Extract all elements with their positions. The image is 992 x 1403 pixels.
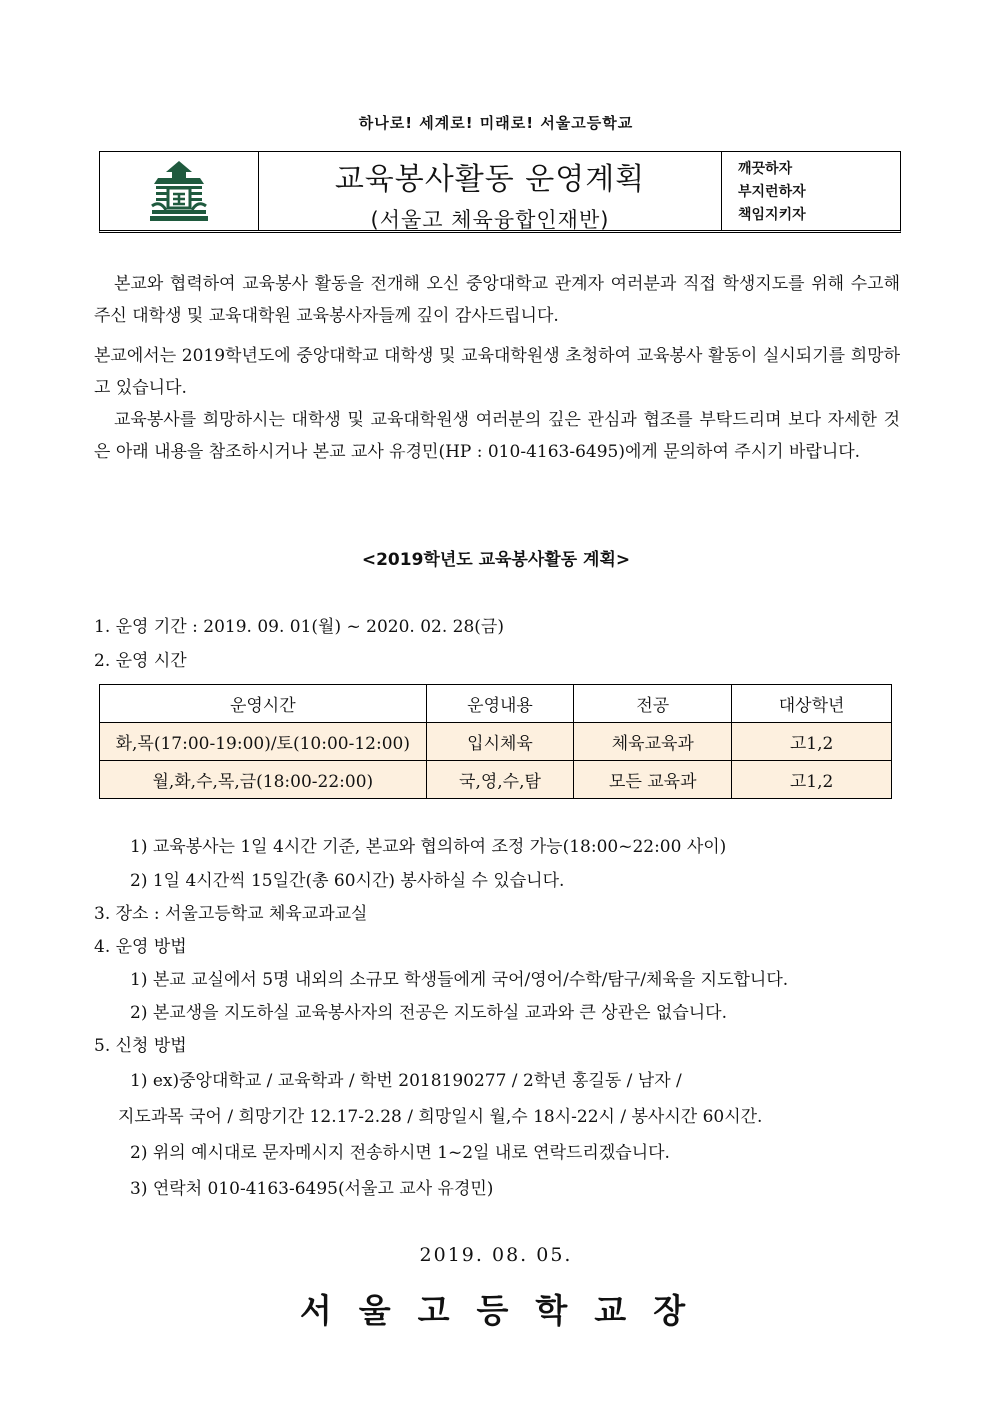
table-header-cell: 전공 bbox=[574, 685, 732, 723]
table-header-cell: 운영시간 bbox=[100, 685, 427, 723]
table-header-cell: 대상학년 bbox=[732, 685, 892, 723]
title-cell bbox=[259, 152, 722, 230]
document-title: 교육봉사활동 운영계획 bbox=[334, 162, 646, 197]
table-row bbox=[100, 723, 892, 761]
document-date: 2019. 08. 05. bbox=[419, 1244, 573, 1266]
item-method-heading: 4. 운영 방법 bbox=[94, 937, 187, 957]
table-cell: 입시체육 bbox=[426, 723, 574, 761]
motto-3: 책임지키자 bbox=[738, 207, 806, 223]
item-time-heading: 2. 운영 시간 bbox=[94, 651, 187, 671]
table-cell: 고1,2 bbox=[732, 761, 892, 799]
table-cell: 국,영,수,탐 bbox=[426, 761, 574, 799]
apply-note-1b: 지도과목 국어 / 희망기간 12.17-2.28 / 희망일시 월,수 18시-22시 / 봉사시간 60시간. bbox=[118, 1107, 763, 1127]
time-note-1: 1) 교육봉사는 1일 4시간 기준, 본교와 협의하여 조정 가능(18:00~22:00 사이) bbox=[130, 837, 727, 857]
table-row bbox=[100, 761, 892, 799]
document-subtitle: (서울고 체육융합인재반) bbox=[370, 208, 610, 232]
table-cell: 체육교육과 bbox=[574, 723, 732, 761]
plan-title: <2019학년도 교육봉사활동 계획> bbox=[361, 550, 631, 570]
item-period: 1. 운영 기간 : 2019. 09. 01(월) ~ 2020. 02. 28(금) bbox=[94, 617, 504, 637]
schedule-table bbox=[99, 684, 892, 799]
document-header bbox=[99, 151, 901, 233]
apply-note-3: 3) 연락처 010-4163-6495(서울고 교사 유경민) bbox=[130, 1179, 494, 1199]
motto-1: 깨끗하자 bbox=[738, 161, 793, 177]
school-motto-line: 하나로! 세계로! 미래로! 서울고등학교 bbox=[358, 114, 634, 132]
method-note-2: 2) 본교생을 지도하실 교육봉사자의 전공은 지도하실 교과와 큰 상관은 없습니다. bbox=[130, 1003, 727, 1023]
table-cell: 화,목(17:00-19:00)/토(10:00-12:00) bbox=[100, 723, 427, 761]
principal-signature: 서울고등학교장 bbox=[299, 1291, 713, 1330]
table-cell: 고1,2 bbox=[732, 723, 892, 761]
apply-note-1a: 1) ex)중앙대학교 / 교육학과 / 학번 2018190277 / 2학년 홍길동 / 남자 / bbox=[130, 1071, 682, 1091]
logo-cell bbox=[100, 152, 259, 230]
table-cell: 모든 교육과 bbox=[574, 761, 732, 799]
time-note-2: 2) 1일 4시간씩 15일간(총 60시간) 봉사하실 수 있습니다. bbox=[130, 871, 565, 891]
table-header-row bbox=[100, 685, 892, 723]
mottos-cell bbox=[722, 152, 900, 230]
item-place: 3. 장소 : 서울고등학교 체육교과교실 bbox=[94, 904, 368, 924]
table-cell: 월,화,수,목,금(18:00-22:00) bbox=[100, 761, 427, 799]
motto-2: 부지런하자 bbox=[738, 184, 806, 200]
intro-paragraph-3: 교육봉사를 희망하시는 대학생 및 교육대학원생 여러분의 깊은 관심과 협조를 부탁드리며 보다 자세한 것은 아래 내용을 참조하시거나 본교 교사 유경민(HP : 010-4163-6495)에게 문의하여 주시기 바랍니다. bbox=[94, 410, 900, 462]
school-emblem-icon bbox=[146, 158, 212, 224]
method-note-1: 1) 본교 교실에서 5명 내외의 소규모 학생들에게 국어/영어/수학/탐구/체육을 지도합니다. bbox=[130, 970, 789, 990]
table-header-cell: 운영내용 bbox=[426, 685, 574, 723]
intro-paragraph-1: 본교와 협력하여 교육봉사 활동을 전개해 오신 중앙대학교 관계자 여러분과 직접 학생지도를 위해 수고해 주신 대학생 및 교육대학원 교육봉사자들께 깊이 감사드립니다. bbox=[94, 274, 900, 326]
intro-paragraph-2: 본교에서는 2019학년도에 중앙대학교 대학생 및 교육대학원생 초청하여 교육봉사 활동이 실시되기를 희망하고 있습니다. bbox=[94, 346, 900, 398]
apply-note-2: 2) 위의 예시대로 문자메시지 전송하시면 1~2일 내로 연락드리겠습니다. bbox=[130, 1143, 670, 1163]
item-apply-heading: 5. 신청 방법 bbox=[94, 1036, 187, 1056]
